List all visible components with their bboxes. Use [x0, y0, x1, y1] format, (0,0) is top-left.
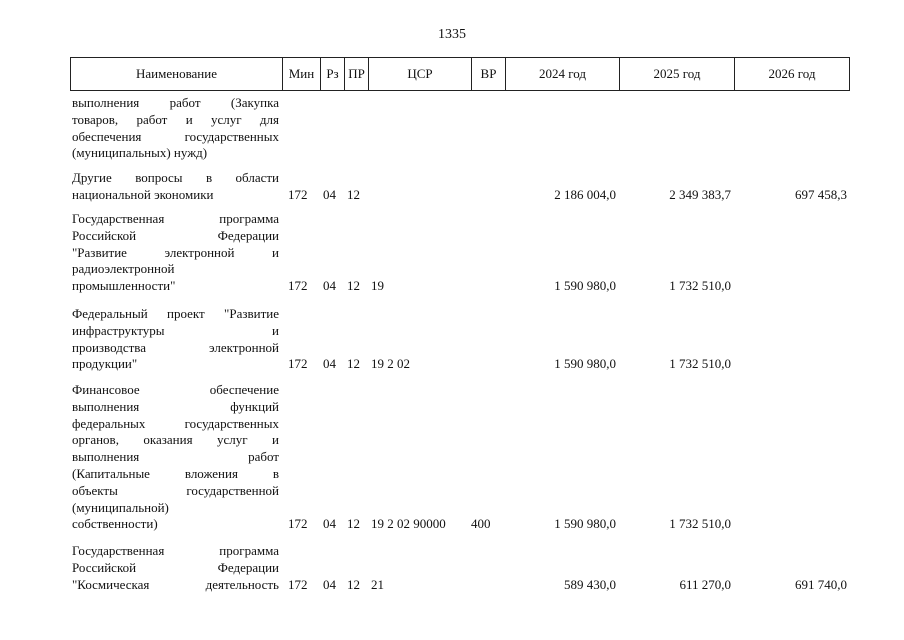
cell-2025: 1 732 510,0 [669, 516, 731, 531]
row-name: Другие вопросы в области национальной экономики [72, 170, 279, 202]
row-name: выполнения работ (Закупка товаров, работ и услуг для обеспечения государственных (муниципальных) нужд) [72, 95, 279, 161]
cell-pr: 12 [347, 516, 360, 531]
header-csr: ЦСР [369, 58, 472, 90]
cell-2025: 1 732 510,0 [669, 356, 731, 371]
cell-rz: 04 [323, 516, 336, 531]
table-row [70, 382, 850, 534]
cell-rz: 04 [323, 278, 336, 293]
row-name: Государственная программа Российской Федерации "Развитие электронной и радиоэлектронной промышленности" [72, 211, 279, 294]
cell-min: 172 [288, 356, 308, 371]
header-vr: ВР [472, 58, 506, 90]
row-name: Государственная программа Российской Федерации "Космическая деятельность [72, 543, 279, 592]
cell-min: 172 [288, 278, 308, 293]
table-header [70, 57, 850, 91]
row-name: Федеральный проект "Развитие инфраструктуры и производства электронной продукции" [72, 306, 279, 372]
cell-csr: 21 [371, 577, 384, 592]
table-row [70, 543, 850, 595]
cell-2026: 697 458,3 [795, 187, 847, 202]
cell-2025: 2 349 383,7 [669, 187, 731, 202]
row-name: Финансовое обеспечение выполнения функций федеральных государственных органов, оказания услуг и выполнения работ (Капитальные вложения в объекты государственной (муниципальной) собственности) [72, 382, 279, 532]
cell-2024: 1 590 980,0 [554, 278, 616, 293]
cell-2026: 691 740,0 [795, 577, 847, 592]
table-row [70, 306, 850, 374]
cell-pr: 12 [347, 577, 360, 592]
cell-pr: 12 [347, 187, 360, 202]
cell-min: 172 [288, 577, 308, 592]
cell-rz: 04 [323, 187, 336, 202]
cell-2024: 589 430,0 [564, 577, 616, 592]
cell-2024: 1 590 980,0 [554, 356, 616, 371]
header-2025: 2025 год [620, 58, 735, 90]
cell-rz: 04 [323, 356, 336, 371]
cell-csr: 19 [371, 278, 384, 293]
table-row [70, 170, 850, 204]
table-row [70, 211, 850, 297]
header-2026: 2026 год [768, 66, 816, 81]
cell-2025: 611 270,0 [679, 577, 731, 592]
cell-min: 172 [288, 187, 308, 202]
cell-vr: 400 [471, 516, 491, 531]
header-min: Мин [283, 58, 321, 90]
cell-2024: 2 186 004,0 [554, 187, 616, 202]
cell-pr: 12 [347, 356, 360, 371]
cell-pr: 12 [347, 278, 360, 293]
header-name: Наименование [71, 58, 283, 90]
cell-rz: 04 [323, 577, 336, 592]
page-number: 1335 [438, 27, 466, 42]
header-pr: ПР [345, 58, 369, 90]
table-row [70, 95, 850, 163]
cell-2024: 1 590 980,0 [554, 516, 616, 531]
cell-csr: 19 2 02 90000 [371, 516, 446, 531]
header-2024: 2024 год [506, 58, 620, 90]
cell-csr: 19 2 02 [371, 356, 410, 371]
cell-min: 172 [288, 516, 308, 531]
cell-2025: 1 732 510,0 [669, 278, 731, 293]
header-rz: Рз [321, 58, 345, 90]
